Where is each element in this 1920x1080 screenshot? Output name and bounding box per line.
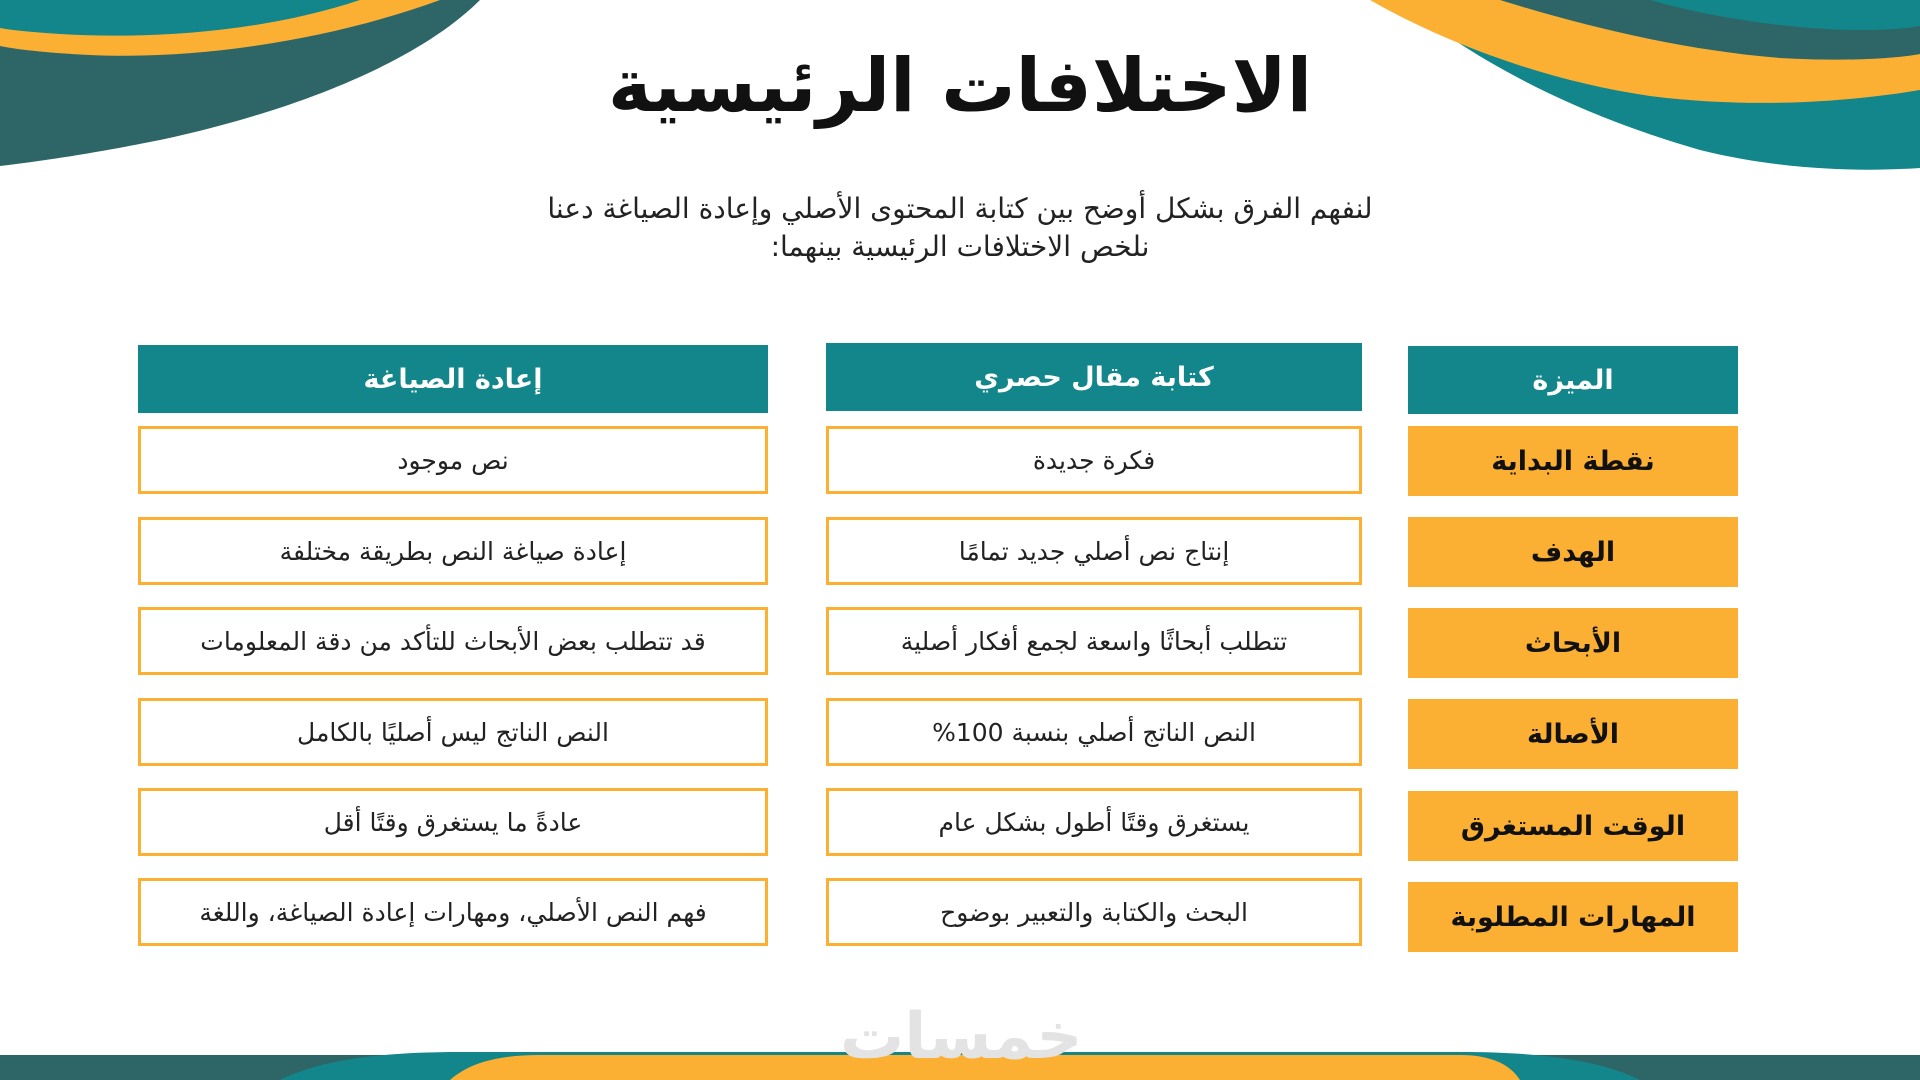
- feature-cell: نقطة البداية: [1408, 426, 1738, 496]
- original-cell: إنتاج نص أصلي جديد تمامًا: [826, 517, 1362, 585]
- rephrase-cell: فهم النص الأصلي، ومهارات إعادة الصياغة، واللغة: [138, 878, 768, 946]
- header-original-article: كتابة مقال حصري: [826, 343, 1362, 411]
- intro-text: [460, 190, 1460, 266]
- page-title: الاختلافات الرئيسية: [607, 43, 1313, 129]
- intro-line-1: لنفهم الفرق بشكل أوضح بين كتابة المحتوى الأصلي وإعادة الصياغة دعنا: [547, 192, 1373, 225]
- original-cell: فكرة جديدة: [826, 426, 1362, 494]
- original-cell: البحث والكتابة والتعبير بوضوح: [826, 878, 1362, 946]
- rephrase-cell: قد تتطلب بعض الأبحاث للتأكد من دقة المعلومات: [138, 607, 768, 675]
- original-cell: تتطلب أبحاثًا واسعة لجمع أفكار أصلية: [826, 607, 1362, 675]
- feature-cell: الأبحاث: [1408, 608, 1738, 678]
- header-rephrasing: إعادة الصياغة: [138, 345, 768, 413]
- original-cell: النص الناتج أصلي بنسبة 100%: [826, 698, 1362, 766]
- rephrase-cell: نص موجود: [138, 426, 768, 494]
- feature-cell: الوقت المستغرق: [1408, 791, 1738, 861]
- rephrase-cell: النص الناتج ليس أصليًا بالكامل: [138, 698, 768, 766]
- original-cell: يستغرق وقتًا أطول بشكل عام: [826, 788, 1362, 856]
- rephrase-cell: عادةً ما يستغرق وقتًا أقل: [138, 788, 768, 856]
- feature-cell: الهدف: [1408, 517, 1738, 587]
- header-feature: الميزة: [1408, 346, 1738, 414]
- watermark-logo: خمسات: [840, 1000, 1083, 1074]
- feature-cell: المهارات المطلوبة: [1408, 882, 1738, 952]
- feature-cell: الأصالة: [1408, 699, 1738, 769]
- rephrase-cell: إعادة صياغة النص بطريقة مختلفة: [138, 517, 768, 585]
- intro-line-2: نلخص الاختلافات الرئيسية بينهما:: [770, 230, 1150, 263]
